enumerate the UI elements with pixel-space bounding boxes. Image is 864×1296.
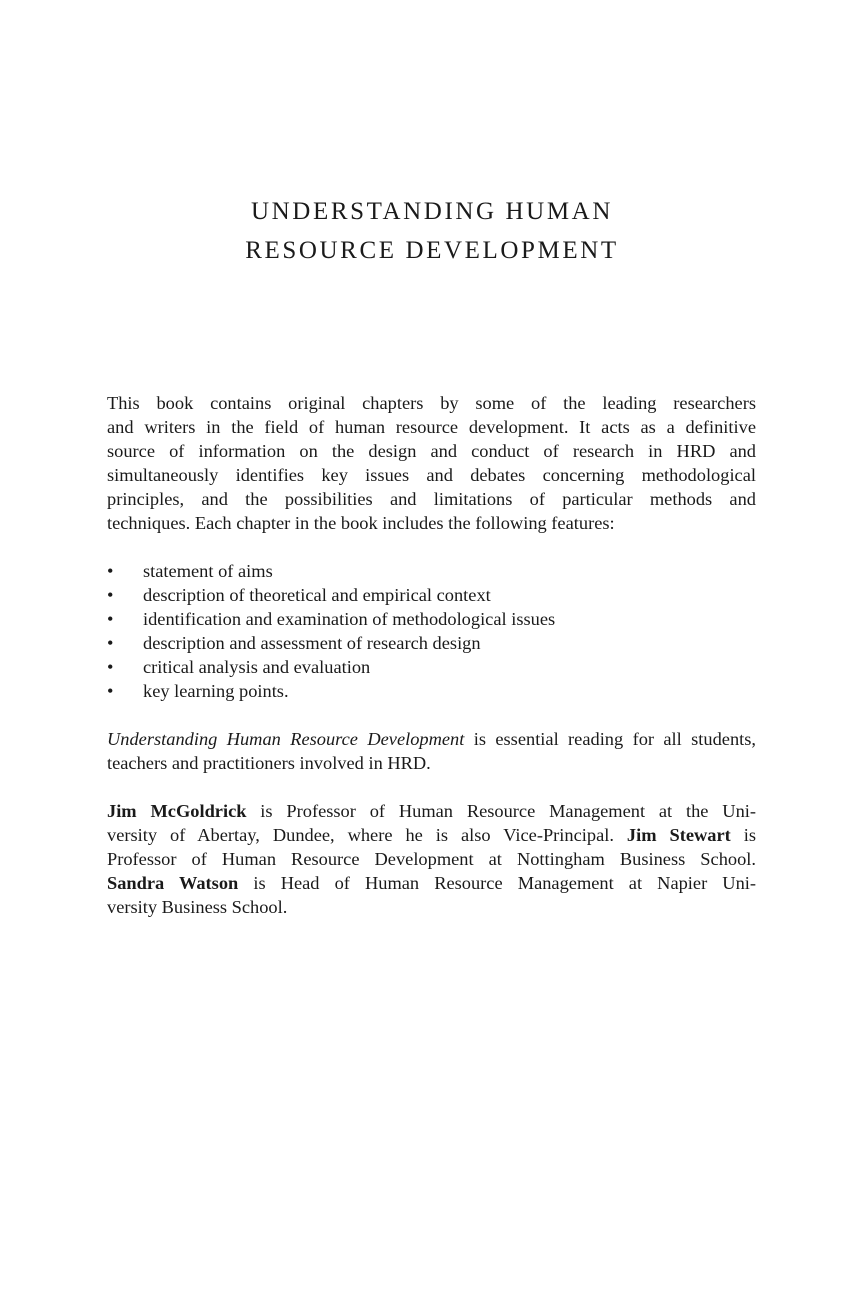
bullet-icon: • — [107, 633, 114, 653]
list-item — [107, 679, 756, 703]
list-item-text: statement of aims — [143, 561, 273, 581]
spacer — [107, 703, 756, 727]
bullet-icon: • — [107, 681, 114, 701]
list-item — [107, 583, 756, 607]
features-list — [107, 559, 756, 703]
intro-line: techniques. Each chapter in the book includes the following features: — [107, 513, 615, 533]
intro-line: This book contains original chapters by some of the leading researchers — [107, 393, 756, 413]
author-name: Jim McGoldrick — [107, 801, 247, 821]
title-line-2: RESOURCE DEVELOPMENT — [245, 237, 619, 264]
authors-line — [107, 799, 756, 823]
book-title: Understanding Human Resource Development — [107, 729, 465, 749]
list-item-text: key learning points. — [143, 681, 289, 701]
bullet-icon: • — [107, 609, 114, 629]
spacer — [107, 535, 756, 559]
list-item — [107, 559, 756, 583]
authors-line: versity Business School. — [107, 897, 288, 917]
page-title — [0, 192, 864, 270]
bullet-icon: • — [107, 561, 114, 581]
title-line-1: UNDERSTANDING HUMAN — [251, 198, 613, 225]
essential-paragraph — [107, 727, 756, 775]
authors-line — [107, 871, 756, 895]
author-name: Jim Stewart — [626, 825, 731, 845]
authors-paragraph — [107, 799, 756, 919]
authors-line — [107, 823, 756, 847]
list-item-text: description of theoretical and empirical context — [143, 585, 491, 605]
list-item-text: critical analysis and evaluation — [143, 657, 371, 677]
intro-line: and writers in the field of human resource development. It acts as a definitive — [107, 417, 756, 437]
author-name: Sandra Watson — [107, 873, 239, 893]
authors-line: Professor of Human Resource Development at Nottingham Business School. — [107, 849, 756, 869]
author-text: versity of Abertay, Dundee, where he is also Vice-Principal. — [107, 825, 627, 845]
intro-line: simultaneously identifies key issues and debates concerning methodological — [107, 465, 756, 485]
list-item-text: description and assessment of research design — [143, 633, 481, 653]
essential-text: is essential reading for all students, — [464, 729, 757, 749]
intro-paragraph — [107, 391, 756, 535]
description-content — [107, 391, 756, 919]
bullet-icon: • — [107, 657, 114, 677]
intro-line: source of information on the design and conduct of research in HRD and — [107, 441, 756, 461]
essential-line — [107, 727, 756, 751]
list-item — [107, 631, 756, 655]
essential-line: teachers and practitioners involved in HRD. — [107, 753, 431, 773]
intro-line: principles, and the possibilities and limitations of particular methods and — [107, 489, 756, 509]
list-item — [107, 655, 756, 679]
bullet-icon: • — [107, 585, 114, 605]
list-item-text: identification and examination of methodological issues — [143, 609, 556, 629]
spacer — [107, 775, 756, 799]
author-text: is Head of Human Resource Management at Napier Uni- — [238, 873, 756, 893]
author-text: is — [730, 825, 756, 845]
list-item — [107, 607, 756, 631]
author-text: is Professor of Human Resource Management at the Uni- — [246, 801, 757, 821]
